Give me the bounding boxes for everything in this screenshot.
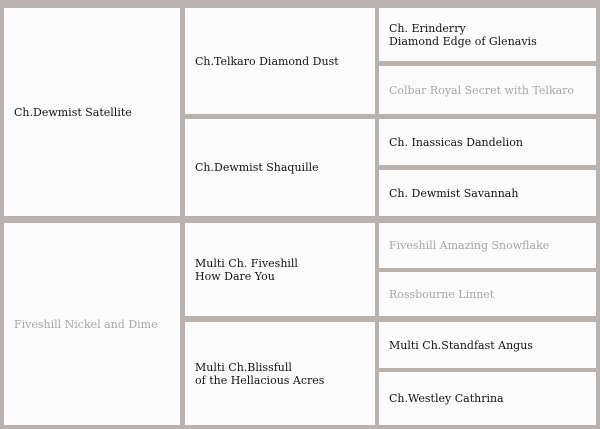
sire-dam-cell: Ch.Dewmist Shaquille [185, 119, 375, 216]
dam-dam-dam-cell: Ch.Westley Cathrina [379, 372, 596, 425]
dam-sire-cell: Multi Ch. Fiveshill How Dare You [185, 223, 375, 316]
dam-cell: Fiveshill Nickel and Dime [4, 223, 180, 425]
sire-dam-sire-cell: Ch. Inassicas Dandelion [379, 119, 596, 165]
dam-dam-cell: Multi Ch.Blissfull of the Hellacious Acres [185, 322, 375, 425]
dam-dam-sire-cell: Multi Ch.Standfast Angus [379, 322, 596, 368]
sire-sire-cell: Ch.Telkaro Diamond Dust [185, 8, 375, 114]
sire-sire-sire-cell: Ch. Erinderry Diamond Edge of Glenavis [379, 8, 596, 61]
sire-cell: Ch.Dewmist Satellite [4, 8, 180, 216]
dam-sire-dam-cell: Rossbourne Linnet [379, 272, 596, 316]
sire-sire-dam-cell: Colbar Royal Secret with Telkaro [379, 66, 596, 114]
dam-sire-sire-cell: Fiveshill Amazing Snowflake [379, 223, 596, 268]
sire-dam-dam-cell: Ch. Dewmist Savannah [379, 170, 596, 216]
